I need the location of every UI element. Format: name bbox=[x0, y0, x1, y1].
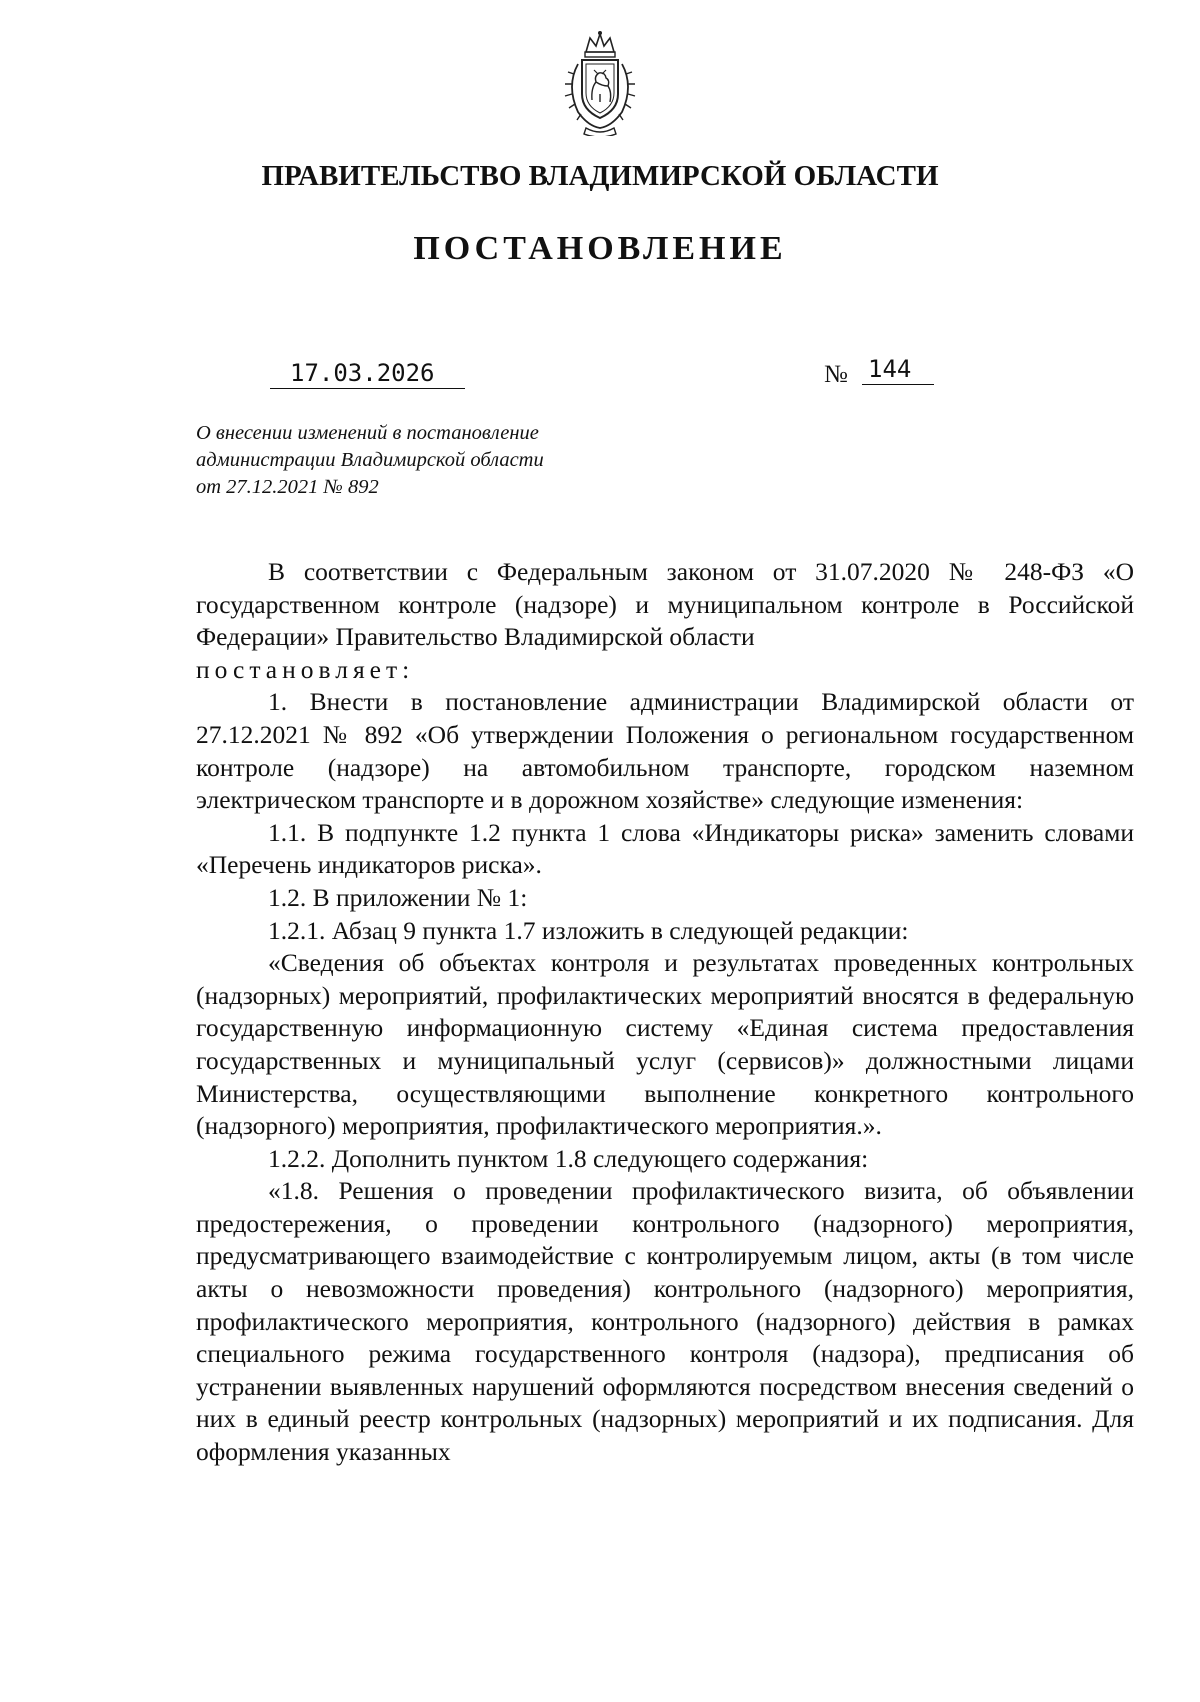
subject-line: от 27.12.2021 № 892 bbox=[196, 476, 379, 498]
coat-of-arms-icon bbox=[556, 30, 644, 136]
document-date: 17.03.2026 bbox=[270, 358, 465, 389]
resolves-word: постановляет: bbox=[196, 654, 415, 684]
subject-line: администрации Владимирской области bbox=[196, 449, 544, 471]
paragraph-preamble bbox=[196, 556, 1134, 686]
document-type: ПОСТАНОВЛЕНИЕ bbox=[413, 230, 787, 267]
document-subject bbox=[196, 420, 616, 501]
document-body bbox=[196, 556, 1134, 1469]
document-number-label: № bbox=[824, 361, 848, 388]
paragraph-quote-2: «1.8. Решения о проведении профилактического визита, об объявлении предостережения, о проведении контрольного (надзорного) мероприятия, предусматривающего взаимодействие с контролируемым лицом, акты (в том числе акты о невозможности проведения) контрольного (надзорного) мероприятия, профилактического мероприятия, контрольного (надзорного) действия в рамках специального режима государственного контроля (надзора), предписания об устранении выявленных нарушений оформляются посредством внесения сведений о них в единый реестр контрольных (надзорных) мероприятий и их подписания. Для оформления указанных bbox=[196, 1176, 1134, 1467]
organization-title: ПРАВИТЕЛЬСТВО ВЛАДИМИРСКОЙ ОБЛАСТИ bbox=[261, 160, 939, 192]
paragraph-item-1-2: 1.2. В приложении № 1: bbox=[268, 882, 528, 912]
paragraph-quote-1: «Сведения об объектах контроля и результатах проведенных контрольных (надзорных) мероприятий, профилактических мероприятий вносятся в федеральную государственную информационную систему «Единая система предоставления государственных и муниципальный услуг (сервисов)» должностными лицами Министерства, осуществляющими выполнение конкретного контрольного (надзорного) мероприятия, профилактического мероприятия.». bbox=[196, 948, 1134, 1141]
document-number: 144 bbox=[862, 354, 934, 385]
subject-line: О внесении изменений в постановление bbox=[196, 422, 539, 444]
paragraph-item-1-2-1: 1.2.1. Абзац 9 пункта 1.7 изложить в следующей редакции: bbox=[268, 915, 909, 945]
paragraph-item-1-2-2: 1.2.2. Дополнить пунктом 1.8 следующего содержания: bbox=[268, 1143, 869, 1173]
paragraph-item-1: 1. Внести в постановление администрации Владимирской области от 27.12.2021 № 892 «Об утверждении Положения о региональном государственном контроле (надзоре) на автомобильном транспорте, городском наземном электрическом транспорте и в дорожном хозяйстве» следующие изменения: bbox=[196, 687, 1134, 815]
preamble-text: В соответствии с Федеральным законом от 31.07.2020 № 248-ФЗ «О государственном контроле (надзоре) и муниципальном контроле в Российской Федерации» Правительство Владимирской области bbox=[196, 557, 1134, 652]
paragraph-item-1-1: 1.1. В подпункте 1.2 пункта 1 слова «Индикаторы риска» заменить словами «Перечень индикаторов риска». bbox=[196, 817, 1134, 880]
